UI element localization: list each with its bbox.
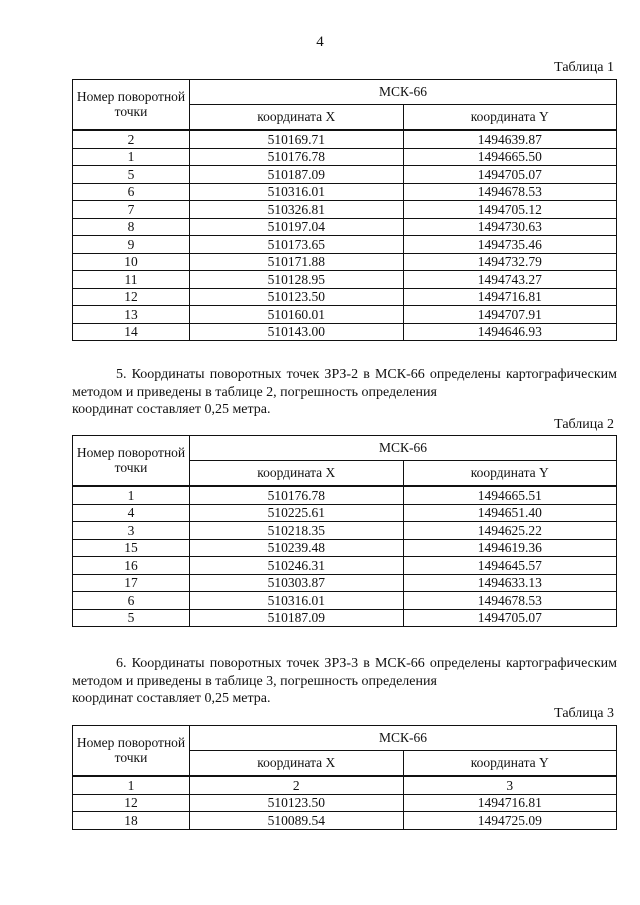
cell-coordinate-y: 1494735.46 (403, 236, 617, 254)
cell-point-number: 12 (73, 794, 190, 812)
header-coordinate-y: координата Y (403, 105, 617, 131)
cell-coordinate-x: 510218.35 (190, 522, 404, 540)
cell-point-number: 18 (73, 812, 190, 830)
table-3-caption: Таблица 3 (554, 706, 614, 721)
cell-coordinate-y: 1494705.07 (403, 609, 617, 627)
paragraph-5-end: координат составляет 0,25 метра. (72, 402, 271, 417)
cell-coordinate-x: 510326.81 (190, 201, 404, 219)
cell-coordinate-x: 2 (190, 776, 404, 794)
cell-coordinate-x: 510197.04 (190, 218, 404, 236)
cell-coordinate-y: 1494619.36 (403, 539, 617, 557)
cell-point-number: 2 (73, 130, 190, 148)
table-row (73, 592, 617, 610)
cell-point-number: 5 (73, 166, 190, 184)
cell-coordinate-x: 510239.48 (190, 539, 404, 557)
cell-coordinate-y: 1494705.12 (403, 201, 617, 219)
cell-coordinate-x: 510123.50 (190, 794, 404, 812)
cell-coordinate-y: 1494725.09 (403, 812, 617, 830)
cell-coordinate-y: 1494730.63 (403, 218, 617, 236)
table-row (73, 253, 617, 271)
cell-point-number: 10 (73, 253, 190, 271)
table-row (73, 306, 617, 324)
table-1-caption: Таблица 1 (554, 60, 614, 75)
cell-coordinate-y: 1494651.40 (403, 504, 617, 522)
cell-point-number: 9 (73, 236, 190, 254)
cell-point-number: 8 (73, 218, 190, 236)
paragraph-5-text: 5. Координаты поворотных точек ЗРЗ-2 в МСК-66 определены картографическим методом и приведены в таблице 2, погрешность определения (72, 367, 617, 400)
table-2-caption: Таблица 2 (554, 417, 614, 432)
page-number: 4 (316, 34, 324, 50)
paragraph-6-end: координат составляет 0,25 метра. (72, 691, 271, 706)
cell-point-number: 1 (73, 486, 190, 504)
table-row (73, 812, 617, 830)
cell-point-number: 14 (73, 323, 190, 341)
header-coordinate-system: МСК-66 (190, 436, 617, 461)
cell-coordinate-y: 1494665.50 (403, 148, 617, 166)
cell-coordinate-y: 1494678.53 (403, 183, 617, 201)
cell-coordinate-y: 1494716.81 (403, 288, 617, 306)
coordinates-table-2 (72, 435, 617, 627)
cell-coordinate-x: 510176.78 (190, 486, 404, 504)
coordinates-table-3 (72, 725, 617, 830)
coordinates-table-1 (72, 79, 617, 341)
cell-coordinate-x: 510246.31 (190, 557, 404, 575)
table-row (73, 539, 617, 557)
cell-coordinate-x: 510316.01 (190, 183, 404, 201)
table-row (73, 166, 617, 184)
cell-point-number: 6 (73, 183, 190, 201)
table-row (73, 183, 617, 201)
cell-coordinate-x: 510187.09 (190, 609, 404, 627)
cell-coordinate-y: 3 (403, 776, 617, 794)
table-row (73, 323, 617, 341)
cell-coordinate-x: 510171.88 (190, 253, 404, 271)
cell-point-number: 12 (73, 288, 190, 306)
cell-point-number: 13 (73, 306, 190, 324)
table-row (73, 609, 617, 627)
header-point-number: Номер поворотной точки (73, 726, 190, 777)
header-coordinate-x: координата X (190, 751, 404, 777)
cell-point-number: 4 (73, 504, 190, 522)
header-point-number: Номер поворотной точки (73, 80, 190, 131)
cell-coordinate-y: 1494665.51 (403, 486, 617, 504)
cell-point-number: 1 (73, 148, 190, 166)
cell-coordinate-x: 510176.78 (190, 148, 404, 166)
cell-coordinate-x: 510225.61 (190, 504, 404, 522)
cell-point-number: 16 (73, 557, 190, 575)
table-row (73, 486, 617, 504)
cell-coordinate-x: 510169.71 (190, 130, 404, 148)
header-coordinate-x: координата X (190, 461, 404, 487)
header-coordinate-system: МСК-66 (190, 726, 617, 751)
cell-coordinate-y: 1494646.93 (403, 323, 617, 341)
header-coordinate-system: МСК-66 (190, 80, 617, 105)
cell-coordinate-x: 510143.00 (190, 323, 404, 341)
table-row (73, 148, 617, 166)
cell-coordinate-x: 510160.01 (190, 306, 404, 324)
table-row (73, 776, 617, 794)
table-row (73, 288, 617, 306)
cell-coordinate-y: 1494707.91 (403, 306, 617, 324)
table-row (73, 130, 617, 148)
header-point-number: Номер поворотной точки (73, 436, 190, 487)
cell-point-number: 7 (73, 201, 190, 219)
paragraph-5 (72, 366, 617, 419)
table-row (73, 236, 617, 254)
cell-coordinate-y: 1494732.79 (403, 253, 617, 271)
cell-coordinate-y: 1494633.13 (403, 574, 617, 592)
cell-point-number: 17 (73, 574, 190, 592)
header-coordinate-x: координата X (190, 105, 404, 131)
table-row (73, 574, 617, 592)
cell-coordinate-y: 1494625.22 (403, 522, 617, 540)
table-row (73, 794, 617, 812)
cell-coordinate-y: 1494716.81 (403, 794, 617, 812)
cell-coordinate-y: 1494743.27 (403, 271, 617, 289)
table-row (73, 271, 617, 289)
cell-coordinate-y: 1494705.07 (403, 166, 617, 184)
header-coordinate-y: координата Y (403, 461, 617, 487)
cell-coordinate-y: 1494639.87 (403, 130, 617, 148)
table-row (73, 218, 617, 236)
cell-point-number: 15 (73, 539, 190, 557)
table-row (73, 201, 617, 219)
paragraph-6-text: 6. Координаты поворотных точек ЗРЗ-3 в МСК-66 определены картографическим методом и приведены в таблице 3, погрешность определения (72, 656, 617, 689)
cell-coordinate-x: 510316.01 (190, 592, 404, 610)
cell-point-number: 3 (73, 522, 190, 540)
paragraph-6 (72, 655, 617, 708)
cell-point-number: 6 (73, 592, 190, 610)
cell-coordinate-x: 510123.50 (190, 288, 404, 306)
table-row (73, 557, 617, 575)
table-row (73, 504, 617, 522)
cell-point-number: 5 (73, 609, 190, 627)
cell-point-number: 11 (73, 271, 190, 289)
cell-point-number: 1 (73, 776, 190, 794)
cell-coordinate-x: 510173.65 (190, 236, 404, 254)
cell-coordinate-x: 510303.87 (190, 574, 404, 592)
cell-coordinate-y: 1494645.57 (403, 557, 617, 575)
cell-coordinate-x: 510128.95 (190, 271, 404, 289)
cell-coordinate-y: 1494678.53 (403, 592, 617, 610)
header-coordinate-y: координата Y (403, 751, 617, 777)
cell-coordinate-x: 510187.09 (190, 166, 404, 184)
table-row (73, 522, 617, 540)
cell-coordinate-x: 510089.54 (190, 812, 404, 830)
